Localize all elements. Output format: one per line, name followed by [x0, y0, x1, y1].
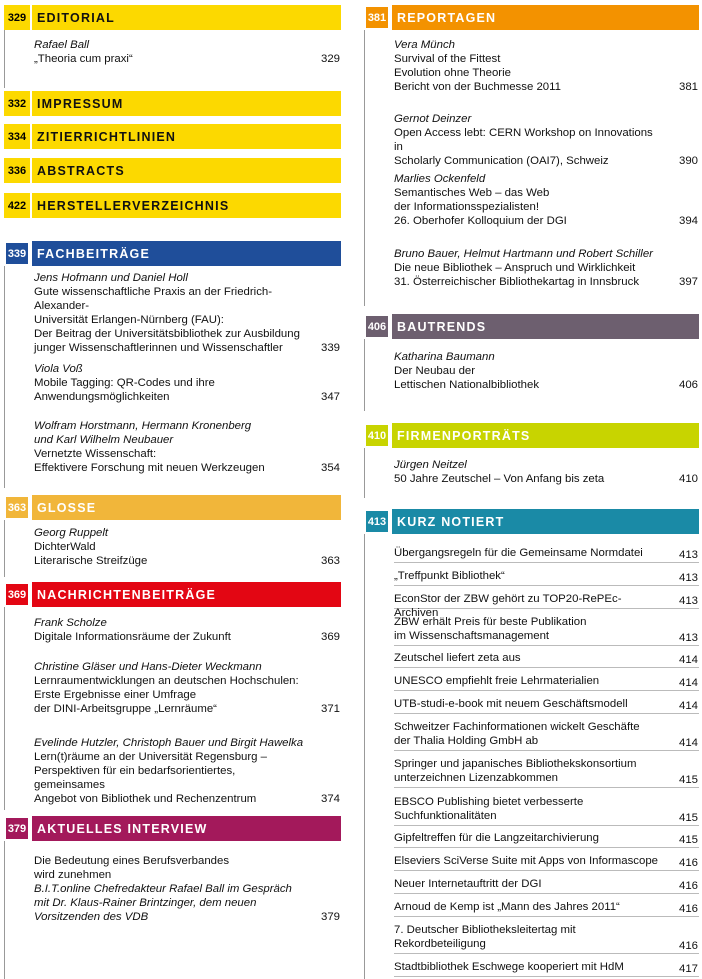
entry-title: Survival of the Fittest Evolution ohne Theorie Bericht von der Buchmesse 2011 [394, 53, 561, 93]
toc-entry[interactable] [34, 660, 341, 716]
news-page: 416 [678, 880, 698, 892]
section-title[interactable]: HERSTELLERVERZEICHNIS [32, 193, 341, 218]
section-herstellerverzeichnis [4, 193, 341, 218]
entry-title: Vernetzte Wissenschaft: Effektivere Forschung mit neuen Werkzeugen [34, 448, 265, 474]
news-page: 413 [678, 572, 698, 584]
entry-title: 50 Jahre Zeutschel – Von Anfang bis zeta [394, 473, 605, 485]
entry-author: Jens Hofmann und Daniel Holl [34, 272, 188, 284]
entry-page: 406 [678, 379, 698, 391]
entry-title: „Theoria cum praxi“ [34, 53, 133, 65]
section-title[interactable]: IMPRESSUM [32, 91, 341, 116]
section-body-kurz-notiert [364, 534, 699, 979]
news-item[interactable] [394, 900, 699, 917]
news-item[interactable] [394, 831, 699, 848]
section-page[interactable]: 336 [4, 158, 30, 183]
news-title: „Treffpunkt Bibliothek“ [394, 570, 505, 582]
section-firmenportraets [364, 423, 699, 448]
news-page: 416 [678, 857, 698, 869]
news-item[interactable] [394, 720, 699, 751]
entry-title: Die Bedeutung eines Berufsverbandes wird zunehmen [34, 855, 230, 881]
news-page: 414 [678, 700, 698, 712]
section-page[interactable]: 363 [4, 495, 30, 520]
section-title[interactable]: GLOSSE [32, 495, 341, 520]
section-body-nachrichtenbeitraege [4, 607, 341, 810]
news-title: Schweitzer Fachinformationen wickelt Geschäfte der Thalia Holding GmbH ab [394, 721, 640, 747]
entry-author: Georg Ruppelt [34, 527, 109, 539]
entry-author: Evelinde Hutzler, Christoph Bauer und Birgit Hawelka [34, 737, 304, 749]
section-page[interactable]: 334 [4, 124, 30, 149]
section-reportagen [364, 5, 699, 30]
entry-author: Katharina Baumann [394, 351, 495, 363]
section-glosse [4, 495, 341, 520]
entry-author: Bruno Bauer, Helmut Hartmann und Robert Schiller [394, 248, 653, 260]
section-title[interactable]: ZITIERRICHTLINIEN [32, 124, 341, 149]
section-body-bautrends [364, 339, 699, 411]
entry-title: DichterWald Literarische Streifzüge [34, 541, 148, 567]
entry-page: 390 [678, 155, 698, 167]
section-page[interactable]: 369 [4, 582, 30, 607]
news-title: Elseviers SciVerse Suite mit Apps von Informascope [394, 855, 659, 867]
news-title: EconStor der ZBW gehört zu TOP20-RePEc-Archiven [394, 593, 622, 619]
news-title: UNESCO empfiehlt freie Lehrmaterialien [394, 675, 600, 687]
entry-page: 329 [320, 53, 340, 65]
entry-page: 347 [320, 391, 340, 403]
section-body-interview [4, 841, 341, 979]
toc-entry[interactable] [34, 854, 341, 924]
section-impressum [4, 91, 341, 116]
section-abstracts [4, 158, 341, 183]
news-title: Stadtbibliothek Eschwege kooperiert mit HdM [394, 961, 624, 973]
news-item[interactable] [394, 592, 699, 619]
entry-author: Jürgen Neitzel [394, 459, 467, 471]
news-page: 413 [678, 595, 698, 607]
section-body-editorial [4, 30, 341, 88]
section-body-firmenportraets [364, 448, 699, 498]
entry-author: Christine Gläser und Hans-Dieter Weckmann [34, 661, 262, 673]
news-page: 413 [678, 549, 698, 561]
news-item[interactable] [394, 546, 699, 563]
section-page[interactable]: 339 [4, 241, 30, 266]
section-title[interactable]: KURZ NOTIERT [392, 509, 699, 534]
news-title: UTB-studi-e-book mit neuem Geschäftsmodell [394, 698, 628, 710]
news-page: 416 [678, 903, 698, 915]
entry-author: Wolfram Horstmann, Hermann Kronenberg und Karl Wilhelm Neubauer [34, 420, 252, 446]
toc-entry[interactable] [394, 350, 699, 392]
entry-author: Vera Münch [394, 39, 455, 51]
entry-author: B.I.T.online Chefredakteur Rafael Ball im Gespräch mit Dr. Klaus-Rainer Brintzinger, dem neuen Vorsitzenden des VDB [34, 883, 292, 923]
toc-entry[interactable] [34, 38, 341, 66]
section-title[interactable]: ABSTRACTS [32, 158, 341, 183]
entry-title: Digitale Informationsräume der Zukunft [34, 631, 231, 643]
section-body-glosse [4, 520, 341, 577]
section-editorial [4, 5, 341, 30]
section-kurz-notiert [364, 509, 699, 534]
entry-title: Lern(t)räume an der Universität Regensburg – Perspektiven für ein bedarfsorientiertes, gemeinsames Angebot von Bibliothek und Rechenzentrum [34, 751, 267, 805]
entry-page: 371 [320, 703, 340, 715]
news-title: Springer und japanisches Bibliothekskonsortium unterzeichnen Lizenzabkommen [394, 758, 637, 784]
section-title[interactable]: FIRMENPORTRÄTS [392, 423, 699, 448]
news-page: 414 [678, 737, 698, 749]
news-page: 416 [678, 940, 698, 952]
entry-author: Rafael Ball [34, 39, 90, 51]
entry-title: Gute wissenschaftliche Praxis an der Friedrich-Alexander- Universität Erlangen-Nürnberg (FAU): Der Beitrag der Universitätsbibliothek zur Ausbildung junger Wissenschaftlerinnen und Wissenschaftler [34, 286, 300, 354]
section-body-fachbeitraege [4, 266, 341, 488]
news-title: 7. Deutscher Bibliotheksleitertag mit Rekordbeteiligung [394, 924, 576, 950]
entry-page: 369 [320, 631, 340, 643]
entry-page: 397 [678, 276, 698, 288]
entry-author: Frank Scholze [34, 617, 107, 629]
news-page: 417 [678, 963, 698, 975]
entry-page: 410 [678, 473, 698, 485]
news-item[interactable] [394, 795, 699, 826]
section-title[interactable]: BAUTRENDS [392, 314, 699, 339]
news-page: 415 [678, 834, 698, 846]
section-fachbeitraege [4, 241, 341, 266]
section-bautrends [364, 314, 699, 339]
toc-entry[interactable] [394, 172, 699, 228]
toc-entry[interactable] [34, 362, 341, 404]
news-page: 415 [678, 812, 698, 824]
entry-title: Die neue Bibliothek – Anspruch und Wirklichkeit 31. Österreichischer Bibliothekartag in Innsbruck [394, 262, 640, 288]
section-body-reportagen [364, 30, 699, 306]
section-page[interactable]: 422 [4, 193, 30, 218]
toc-entry[interactable] [34, 736, 341, 806]
entry-author: Gernot Deinzer [394, 113, 472, 125]
news-item[interactable] [394, 569, 699, 586]
news-item[interactable] [394, 923, 699, 954]
toc-entry[interactable] [34, 526, 341, 568]
section-title[interactable]: AKTUELLES INTERVIEW [32, 816, 341, 841]
news-title: Übergangsregeln für die Gemeinsame Normdatei [394, 547, 643, 559]
news-item[interactable] [394, 757, 699, 788]
news-page: 414 [678, 677, 698, 689]
toc-entry[interactable] [34, 419, 341, 475]
news-page: 413 [678, 632, 698, 644]
entry-title: Der Neubau der Lettischen Nationalbibliothek [394, 365, 540, 391]
section-page[interactable]: 410 [364, 423, 390, 448]
section-aktuelles-interview [4, 816, 341, 841]
entry-page: 339 [320, 342, 340, 354]
section-title[interactable]: NACHRICHTENBEITRÄGE [32, 582, 341, 607]
news-page: 414 [678, 654, 698, 666]
entry-page: 381 [678, 81, 698, 93]
entry-author: Viola Voß [34, 363, 83, 375]
news-item[interactable] [394, 877, 699, 894]
news-title: ZBW erhält Preis für beste Publikation im Wissenschaftsmanagement [394, 616, 587, 642]
section-page[interactable]: 381 [364, 5, 390, 30]
news-item[interactable] [394, 674, 699, 691]
news-title: Zeutschel liefert zeta aus [394, 652, 521, 664]
section-nachrichtenbeitraege [4, 582, 341, 607]
entry-page: 394 [678, 215, 698, 227]
section-zitierrichtlinien [4, 124, 341, 149]
toc-entry[interactable] [34, 271, 341, 355]
section-title[interactable]: EDITORIAL [32, 5, 341, 30]
news-item[interactable] [394, 615, 699, 646]
news-title: EBSCO Publishing bietet verbesserte Suchfunktionalitäten [394, 796, 584, 822]
section-page[interactable]: 332 [4, 91, 30, 116]
entry-author: Marlies Ockenfeld [394, 173, 486, 185]
toc-entry[interactable] [34, 616, 341, 644]
news-item[interactable] [394, 960, 699, 977]
section-title[interactable]: FACHBEITRÄGE [32, 241, 341, 266]
news-item[interactable] [394, 651, 699, 668]
news-title: Gipfeltreffen für die Langzeitarchivierung [394, 832, 599, 844]
news-page: 415 [678, 774, 698, 786]
news-title: Neuer Internetauftritt der DGI [394, 878, 542, 890]
news-item[interactable] [394, 697, 699, 714]
entry-page: 379 [320, 911, 340, 923]
toc-entry[interactable] [394, 112, 699, 168]
toc-entry[interactable] [394, 458, 699, 486]
entry-title: Lernraumentwicklungen an deutschen Hochschulen: Erste Ergebnisse einer Umfrage der DINI-Arbeitsgruppe „Lernräume“ [34, 675, 299, 715]
entry-title: Open Access lebt: CERN Workshop on Innovations in Scholarly Communication (OAI7), Schweiz [394, 127, 653, 167]
section-page[interactable]: 406 [364, 314, 390, 339]
section-page[interactable]: 413 [364, 509, 390, 534]
section-page[interactable]: 329 [4, 5, 30, 30]
news-title: Arnoud de Kemp ist „Mann des Jahres 2011“ [394, 901, 620, 913]
entry-page: 374 [320, 793, 340, 805]
entry-page: 363 [320, 555, 340, 567]
entry-title: Mobile Tagging: QR-Codes und ihre Anwendungsmöglichkeiten [34, 377, 215, 403]
entry-title: Semantisches Web – das Web der Informationsspezialisten! 26. Oberhofer Kolloquium der DGI [394, 187, 567, 227]
section-page[interactable]: 379 [4, 816, 30, 841]
toc-entry[interactable] [394, 38, 699, 94]
toc-entry[interactable] [394, 247, 699, 289]
entry-page: 354 [320, 462, 340, 474]
section-title[interactable]: REPORTAGEN [392, 5, 699, 30]
news-item[interactable] [394, 854, 699, 871]
